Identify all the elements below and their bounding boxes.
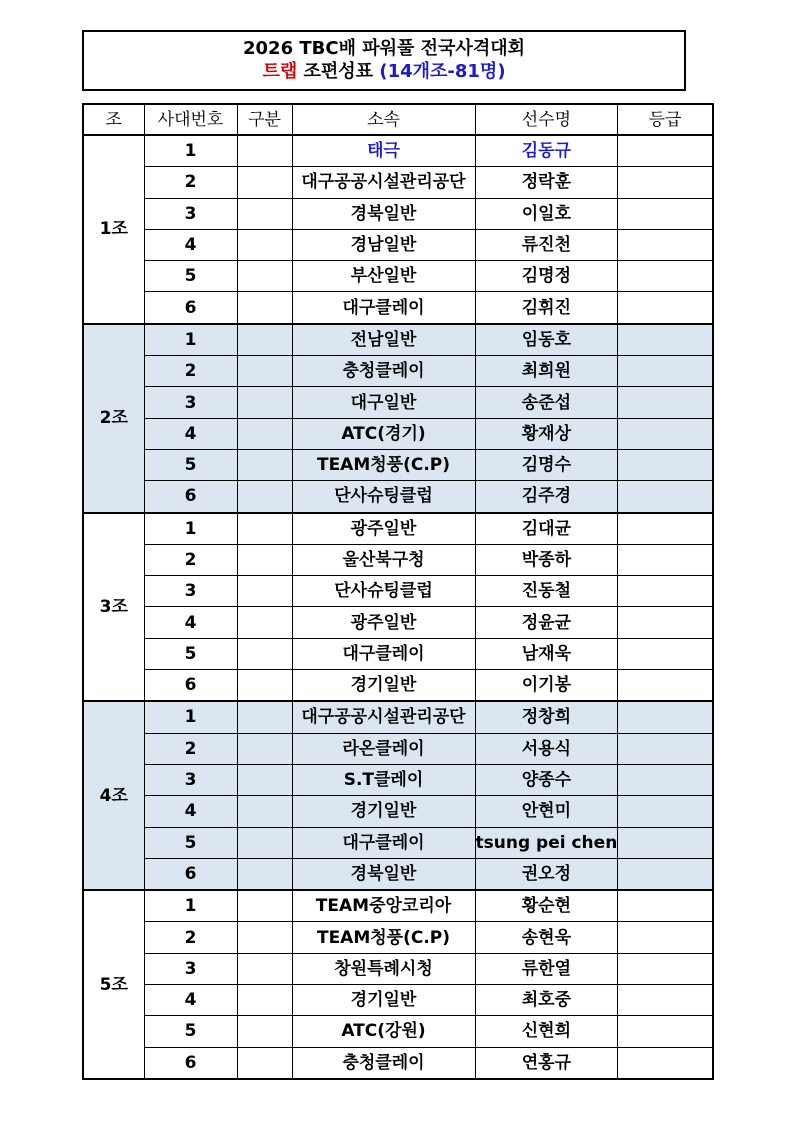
lane-number: 1 — [144, 513, 237, 545]
category-cell — [237, 387, 292, 418]
header-player: 선수명 — [475, 104, 618, 135]
table-row — [83, 796, 713, 827]
player-name: 최희원 — [475, 356, 618, 387]
grade-cell — [618, 890, 713, 922]
player-name: 김주경 — [475, 481, 618, 513]
lane-number: 6 — [144, 670, 237, 702]
table-row — [83, 229, 713, 260]
header-row — [83, 104, 713, 135]
lane-number: 6 — [144, 858, 237, 890]
team-name: TEAM청풍(C.P) — [292, 449, 475, 480]
team-name: 경남일반 — [292, 229, 475, 260]
paren-open: ( — [379, 61, 388, 82]
table-row — [83, 670, 713, 702]
header-lane: 사대번호 — [144, 104, 237, 135]
category-cell — [237, 858, 292, 890]
player-name: 서용식 — [475, 733, 618, 764]
table-row — [83, 827, 713, 858]
grade-cell — [618, 544, 713, 575]
table-row — [83, 576, 713, 607]
team-name: S.T클레이 — [292, 764, 475, 795]
paren-close: ) — [497, 61, 506, 82]
lane-number: 4 — [144, 985, 237, 1016]
table-row — [83, 1016, 713, 1047]
player-name: 이기봉 — [475, 670, 618, 702]
grade-cell — [618, 167, 713, 198]
lane-number: 1 — [144, 135, 237, 167]
category-cell — [237, 292, 292, 324]
category-cell — [237, 135, 292, 167]
grade-cell — [618, 670, 713, 702]
table-row — [83, 922, 713, 953]
player-name: 정윤균 — [475, 607, 618, 638]
category-cell — [237, 544, 292, 575]
lane-number: 2 — [144, 544, 237, 575]
header-team: 소속 — [292, 104, 475, 135]
category-cell — [237, 796, 292, 827]
header-grade: 등급 — [618, 104, 713, 135]
table-row — [83, 387, 713, 418]
team-name: 단사슈팅클럽 — [292, 481, 475, 513]
lane-number: 4 — [144, 796, 237, 827]
table-row — [83, 481, 713, 513]
lane-number: 3 — [144, 953, 237, 984]
lane-number: 2 — [144, 356, 237, 387]
player-name: 임동호 — [475, 324, 618, 356]
grade-cell — [618, 324, 713, 356]
category-cell — [237, 356, 292, 387]
team-name: 대구공공시설관리공단 — [292, 167, 475, 198]
grade-cell — [618, 827, 713, 858]
lane-number: 5 — [144, 1016, 237, 1047]
team-name: 광주일반 — [292, 607, 475, 638]
lane-number: 2 — [144, 733, 237, 764]
group-count: 14개조-81명 — [387, 61, 498, 82]
lane-number: 4 — [144, 418, 237, 449]
group-label: 2조 — [83, 324, 144, 513]
player-name: 정창희 — [475, 701, 618, 733]
team-name: ATC(경기) — [292, 418, 475, 449]
player-name: 류한열 — [475, 953, 618, 984]
category-cell — [237, 764, 292, 795]
team-name: 대구클레이 — [292, 292, 475, 324]
lane-number: 6 — [144, 292, 237, 324]
player-name: 연홍규 — [475, 1047, 618, 1079]
player-name: 정락훈 — [475, 167, 618, 198]
table-row — [83, 985, 713, 1016]
lane-number: 5 — [144, 261, 237, 292]
grade-cell — [618, 229, 713, 260]
table-row — [83, 858, 713, 890]
grade-cell — [618, 985, 713, 1016]
lane-number: 4 — [144, 607, 237, 638]
category-cell — [237, 229, 292, 260]
table-row — [83, 513, 713, 545]
table-row — [83, 135, 713, 167]
lane-number: 2 — [144, 167, 237, 198]
category-cell — [237, 922, 292, 953]
table-row — [83, 261, 713, 292]
player-name: 류진천 — [475, 229, 618, 260]
grade-cell — [618, 356, 713, 387]
player-name: 진동철 — [475, 576, 618, 607]
category-cell — [237, 481, 292, 513]
category-cell — [237, 701, 292, 733]
category-cell — [237, 985, 292, 1016]
lane-number: 5 — [144, 449, 237, 480]
table-row — [83, 356, 713, 387]
group-label: 1조 — [83, 135, 144, 324]
grade-cell — [618, 1016, 713, 1047]
team-name: 경북일반 — [292, 198, 475, 229]
grade-cell — [618, 858, 713, 890]
lane-number: 3 — [144, 764, 237, 795]
category-cell — [237, 513, 292, 545]
table-row — [83, 607, 713, 638]
team-name: 경북일반 — [292, 858, 475, 890]
lane-number: 1 — [144, 324, 237, 356]
player-name: 이일호 — [475, 198, 618, 229]
grade-cell — [618, 135, 713, 167]
lane-number: 5 — [144, 638, 237, 669]
player-name: 황재상 — [475, 418, 618, 449]
grade-cell — [618, 638, 713, 669]
schedule-label: 조편성표 — [303, 61, 374, 82]
header-group: 조 — [83, 104, 144, 135]
table-row — [83, 890, 713, 922]
grade-cell — [618, 292, 713, 324]
group-label: 3조 — [83, 513, 144, 702]
roster-table — [82, 103, 714, 1080]
team-name: 부산일반 — [292, 261, 475, 292]
player-name: 김대균 — [475, 513, 618, 545]
table-row — [83, 418, 713, 449]
grade-cell — [618, 607, 713, 638]
lane-number: 4 — [144, 229, 237, 260]
category-cell — [237, 418, 292, 449]
player-name: 양종수 — [475, 764, 618, 795]
table-row — [83, 198, 713, 229]
team-name: 울산북구청 — [292, 544, 475, 575]
group-label: 5조 — [83, 890, 144, 1079]
player-name: 신현희 — [475, 1016, 618, 1047]
team-name: 라온클레이 — [292, 733, 475, 764]
player-name: 김휘진 — [475, 292, 618, 324]
grade-cell — [618, 387, 713, 418]
team-name: 대구공공시설관리공단 — [292, 701, 475, 733]
category-cell — [237, 1016, 292, 1047]
grade-cell — [618, 764, 713, 795]
lane-number: 1 — [144, 890, 237, 922]
title-box — [82, 30, 686, 91]
category-cell — [237, 167, 292, 198]
grade-cell — [618, 449, 713, 480]
lane-number: 6 — [144, 1047, 237, 1079]
category-cell — [237, 198, 292, 229]
table-row — [83, 764, 713, 795]
player-name: 김동규 — [475, 135, 618, 167]
team-name: TEAM청풍(C.P) — [292, 922, 475, 953]
table-row — [83, 701, 713, 733]
grade-cell — [618, 418, 713, 449]
team-name: 광주일반 — [292, 513, 475, 545]
team-name: 충청클레이 — [292, 1047, 475, 1079]
category-cell — [237, 607, 292, 638]
player-name: tsung pei chen — [475, 827, 618, 858]
category-cell — [237, 670, 292, 702]
table-row — [83, 292, 713, 324]
player-name: 김명정 — [475, 261, 618, 292]
lane-number: 1 — [144, 701, 237, 733]
team-name: 전남일반 — [292, 324, 475, 356]
grade-cell — [618, 576, 713, 607]
team-name: 경기일반 — [292, 670, 475, 702]
team-name: 경기일반 — [292, 985, 475, 1016]
team-name: ATC(강원) — [292, 1016, 475, 1047]
category-cell — [237, 638, 292, 669]
category-cell — [237, 733, 292, 764]
player-name: 송준섭 — [475, 387, 618, 418]
team-name: 충청클레이 — [292, 356, 475, 387]
player-name: 최호중 — [475, 985, 618, 1016]
category-cell — [237, 827, 292, 858]
team-name: 대구클레이 — [292, 827, 475, 858]
team-name: 대구일반 — [292, 387, 475, 418]
grade-cell — [618, 198, 713, 229]
team-name: 경기일반 — [292, 796, 475, 827]
grade-cell — [618, 796, 713, 827]
table-row — [83, 544, 713, 575]
table-row — [83, 449, 713, 480]
team-name: 단사슈팅클럽 — [292, 576, 475, 607]
grade-cell — [618, 733, 713, 764]
event-name: 트랩 — [262, 61, 298, 82]
grade-cell — [618, 1047, 713, 1079]
lane-number: 3 — [144, 387, 237, 418]
grade-cell — [618, 922, 713, 953]
table-row — [83, 1047, 713, 1079]
lane-number: 5 — [144, 827, 237, 858]
category-cell — [237, 576, 292, 607]
table-row — [83, 324, 713, 356]
category-cell — [237, 1047, 292, 1079]
table-row — [83, 638, 713, 669]
player-name: 권오정 — [475, 858, 618, 890]
player-name: 송현욱 — [475, 922, 618, 953]
table-row — [83, 167, 713, 198]
category-cell — [237, 953, 292, 984]
category-cell — [237, 261, 292, 292]
table-row — [83, 733, 713, 764]
lane-number: 2 — [144, 922, 237, 953]
category-cell — [237, 449, 292, 480]
team-name: 태극 — [292, 135, 475, 167]
header-category: 구분 — [237, 104, 292, 135]
category-cell — [237, 890, 292, 922]
player-name: 남재욱 — [475, 638, 618, 669]
category-cell — [237, 324, 292, 356]
team-name: 창원특례시청 — [292, 953, 475, 984]
player-name: 황순현 — [475, 890, 618, 922]
grade-cell — [618, 481, 713, 513]
lane-number: 3 — [144, 576, 237, 607]
grade-cell — [618, 953, 713, 984]
team-name: TEAM중앙코리아 — [292, 890, 475, 922]
lane-number: 3 — [144, 198, 237, 229]
grade-cell — [618, 261, 713, 292]
group-label: 4조 — [83, 701, 144, 890]
player-name: 안현미 — [475, 796, 618, 827]
grade-cell — [618, 513, 713, 545]
document-subtitle — [84, 60, 684, 84]
table-row — [83, 953, 713, 984]
lane-number: 6 — [144, 481, 237, 513]
player-name: 박종하 — [475, 544, 618, 575]
document-title: 2026 TBC배 파워풀 전국사격대회 — [243, 38, 525, 59]
team-name: 대구클레이 — [292, 638, 475, 669]
grade-cell — [618, 701, 713, 733]
player-name: 김명수 — [475, 449, 618, 480]
